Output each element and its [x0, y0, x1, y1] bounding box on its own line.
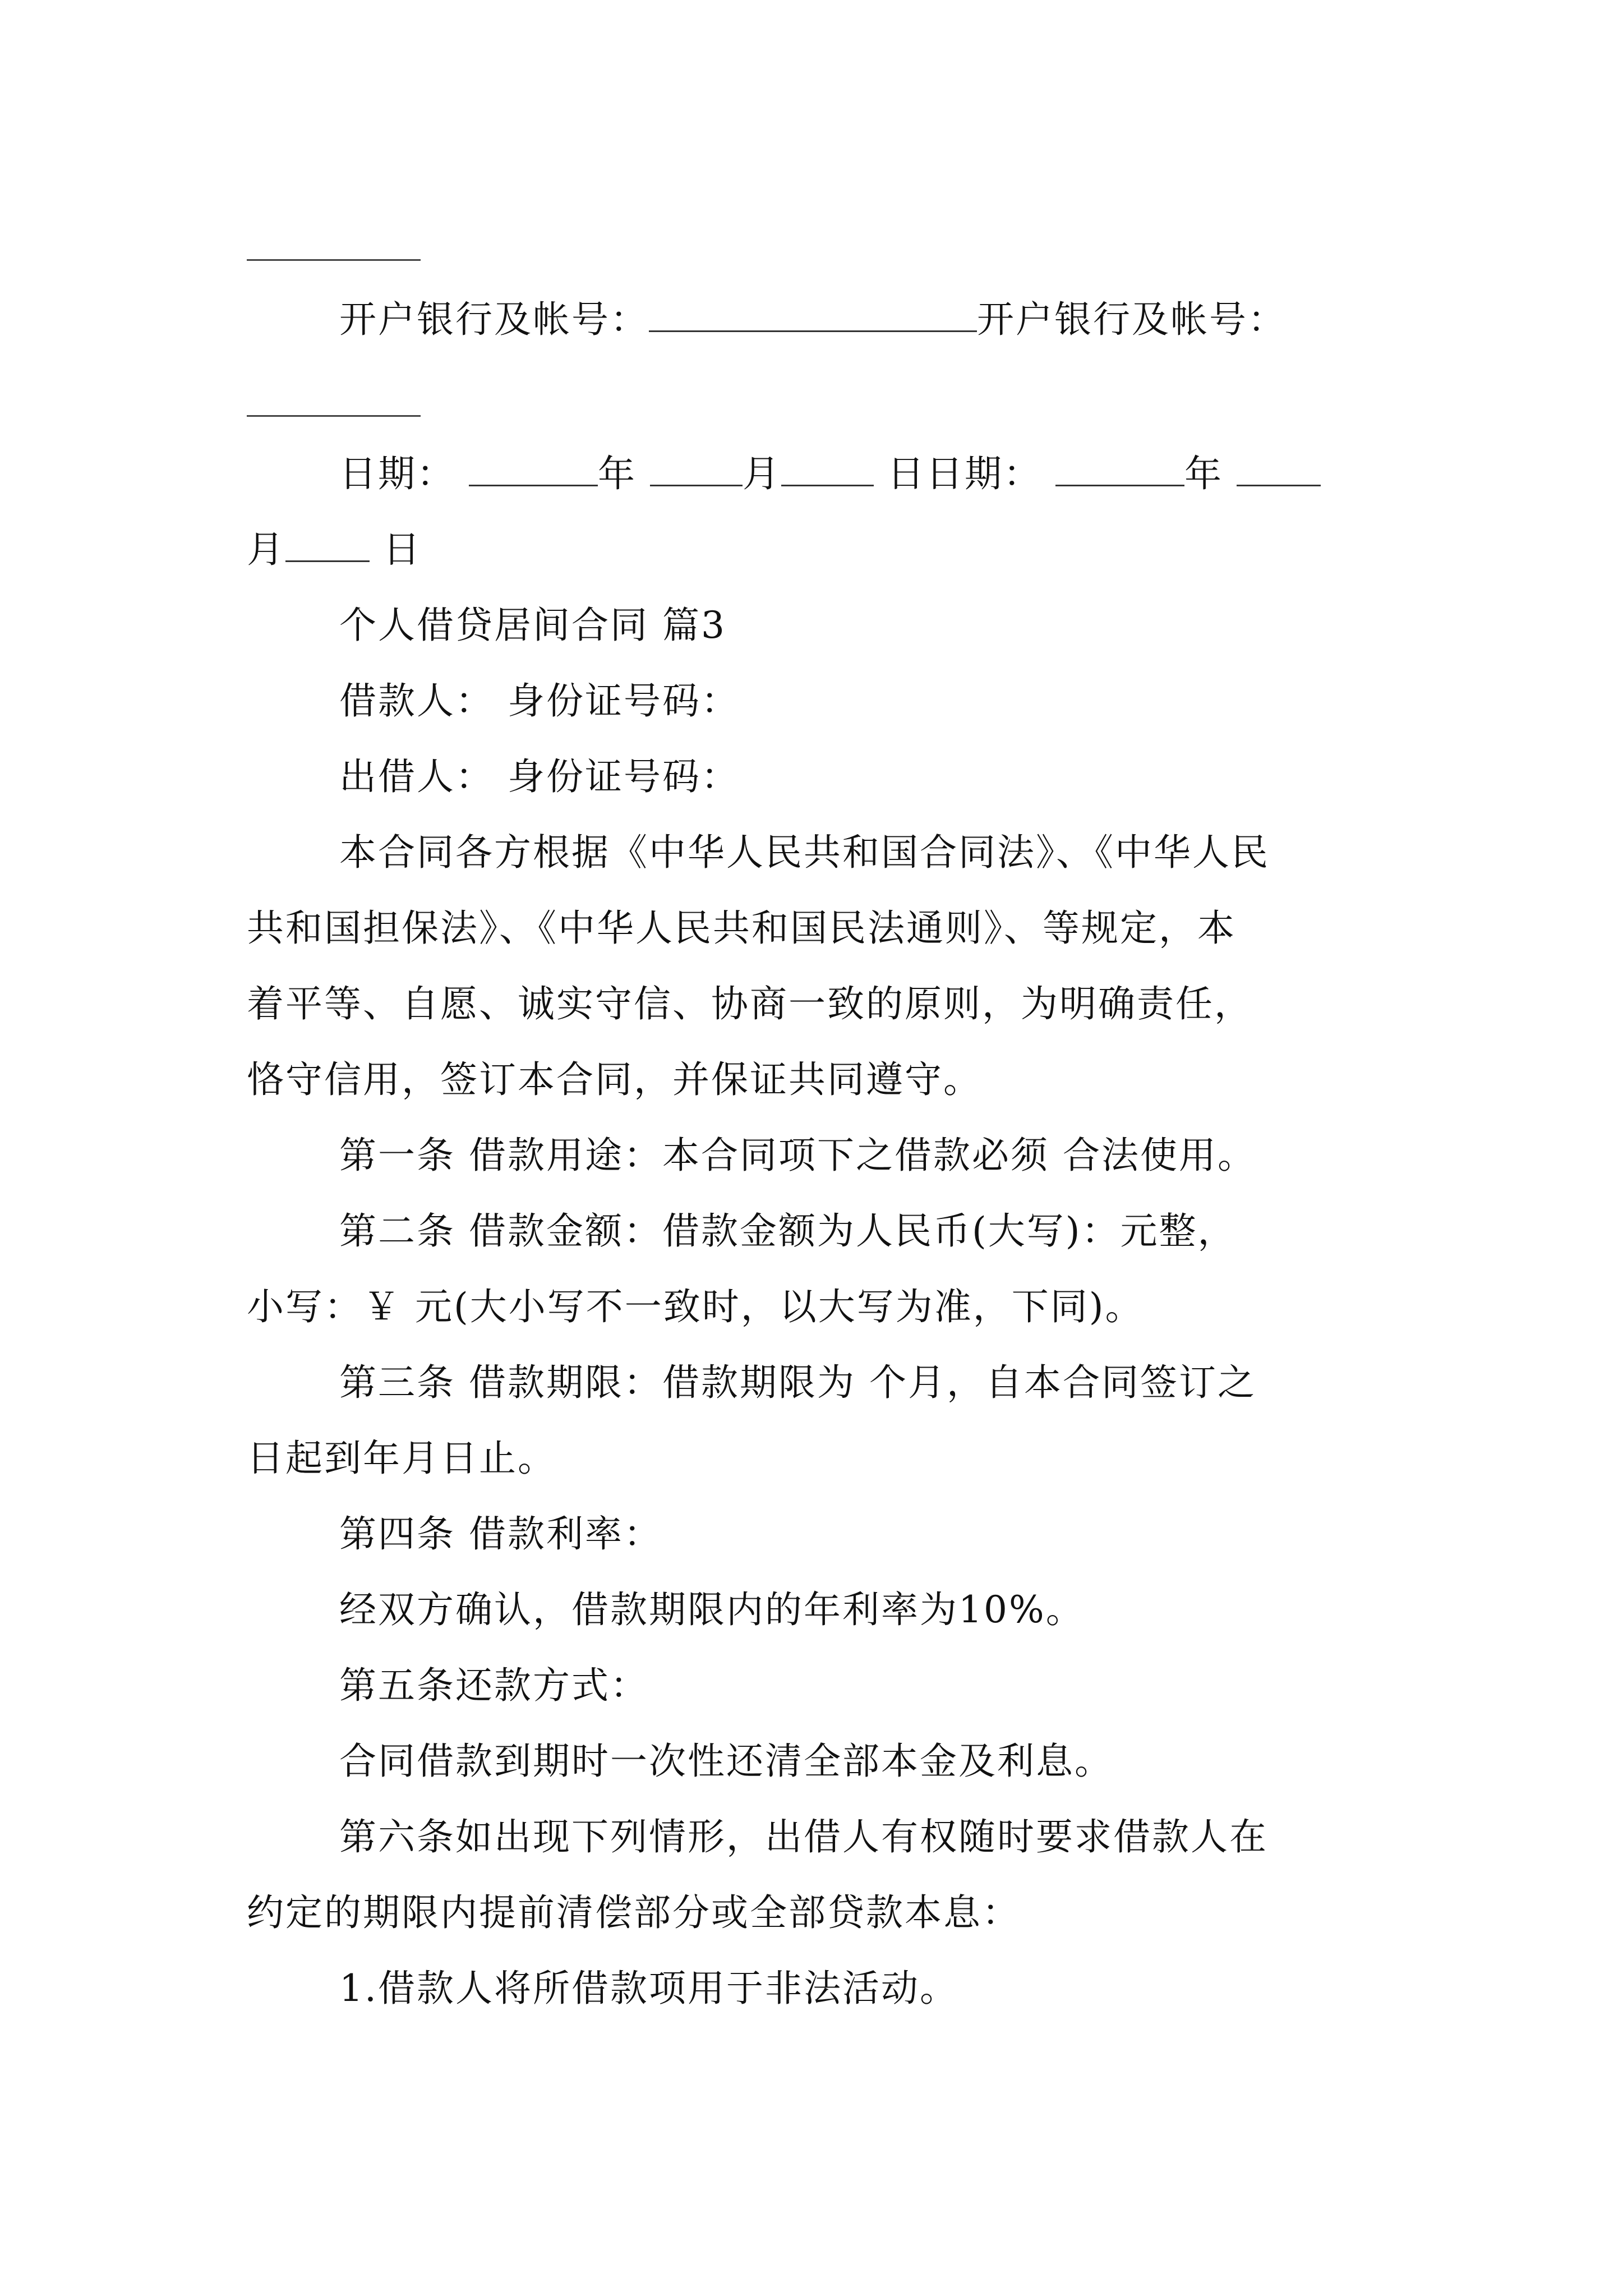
- article-1: 第一条 借款用途：本合同项下之借款必须 合法使用。: [339, 1134, 1256, 1177]
- day-label-2: 日: [382, 528, 422, 571]
- day-date-label: 日日期：: [887, 452, 1042, 495]
- article-3: 第三条 借款期限：借款期限为 个月，自本合同签订之: [339, 1361, 1256, 1404]
- article-4-body: 经双方确认，借款期限内的年利率为10%。: [339, 1588, 1085, 1631]
- bank-account-label-1: 开户银行及帐号：: [339, 298, 649, 341]
- article-6-continued: 约定的期限内提前清偿部分或全部贷款本息：: [247, 1891, 1021, 1934]
- lender-line: 出借人： 身份证号码：: [339, 755, 740, 798]
- bank-account-line: [339, 295, 1287, 345]
- paragraph-line: 着平等、自愿、诚实守信、协商一致的原则，为明确责任，: [247, 982, 1253, 1025]
- blank-line-top: [247, 259, 421, 261]
- article-5: 第五条还款方式：: [339, 1664, 649, 1707]
- article-2: 第二条 借款金额：借款金额为人民币(大写)：元整，: [339, 1209, 1237, 1253]
- paragraph-line: 共和国担保法》、《中华人民共和国民法通则》、等规定，本: [247, 907, 1236, 950]
- blank-line-bank: [247, 415, 421, 417]
- year-label-1: 年: [597, 452, 637, 495]
- month-label-1: 月: [742, 452, 781, 495]
- borrower-line: 借款人： 身份证号码：: [339, 679, 740, 723]
- month-blank-2: [1237, 450, 1321, 486]
- article-3-continued: 日起到年月日止。: [247, 1437, 556, 1480]
- article-4: 第四条 借款利率：: [339, 1512, 662, 1556]
- date-line-continued: [247, 524, 422, 575]
- day-blank-1: [781, 450, 874, 486]
- article-6: 第六条如出现下列情形，出借人有权随时要求借款人在: [339, 1815, 1268, 1858]
- article-2-continued: 小写：￥ 元(大小写不一致时，以大写为准，下同)。: [247, 1285, 1144, 1328]
- bank-account-label-2: 开户银行及帐号：: [977, 298, 1287, 341]
- date-line: [339, 449, 1321, 499]
- article-6-item-1: 1.借款人将所借款项用于非法活动。: [339, 1967, 958, 2010]
- section-heading: 个人借贷居间合同 篇3: [339, 604, 726, 647]
- year-blank-2: [1055, 450, 1184, 486]
- paragraph-line: 恪守信用，签订本合同，并保证共同遵守。: [247, 1058, 982, 1101]
- month-label-2: 月: [247, 528, 285, 571]
- month-blank-1: [650, 450, 743, 486]
- year-label-2: 年: [1184, 452, 1223, 495]
- year-blank-1: [469, 450, 598, 486]
- date-label-1: 日期：: [339, 452, 455, 495]
- bank-account-blank-1: [649, 296, 977, 332]
- day-blank-2: [285, 526, 370, 562]
- paragraph-line: 本合同各方根据《中华人民共和国合同法》、《中华人民: [339, 831, 1270, 874]
- article-5-body: 合同借款到期时一次性还清全部本金及利息。: [339, 1740, 1113, 1783]
